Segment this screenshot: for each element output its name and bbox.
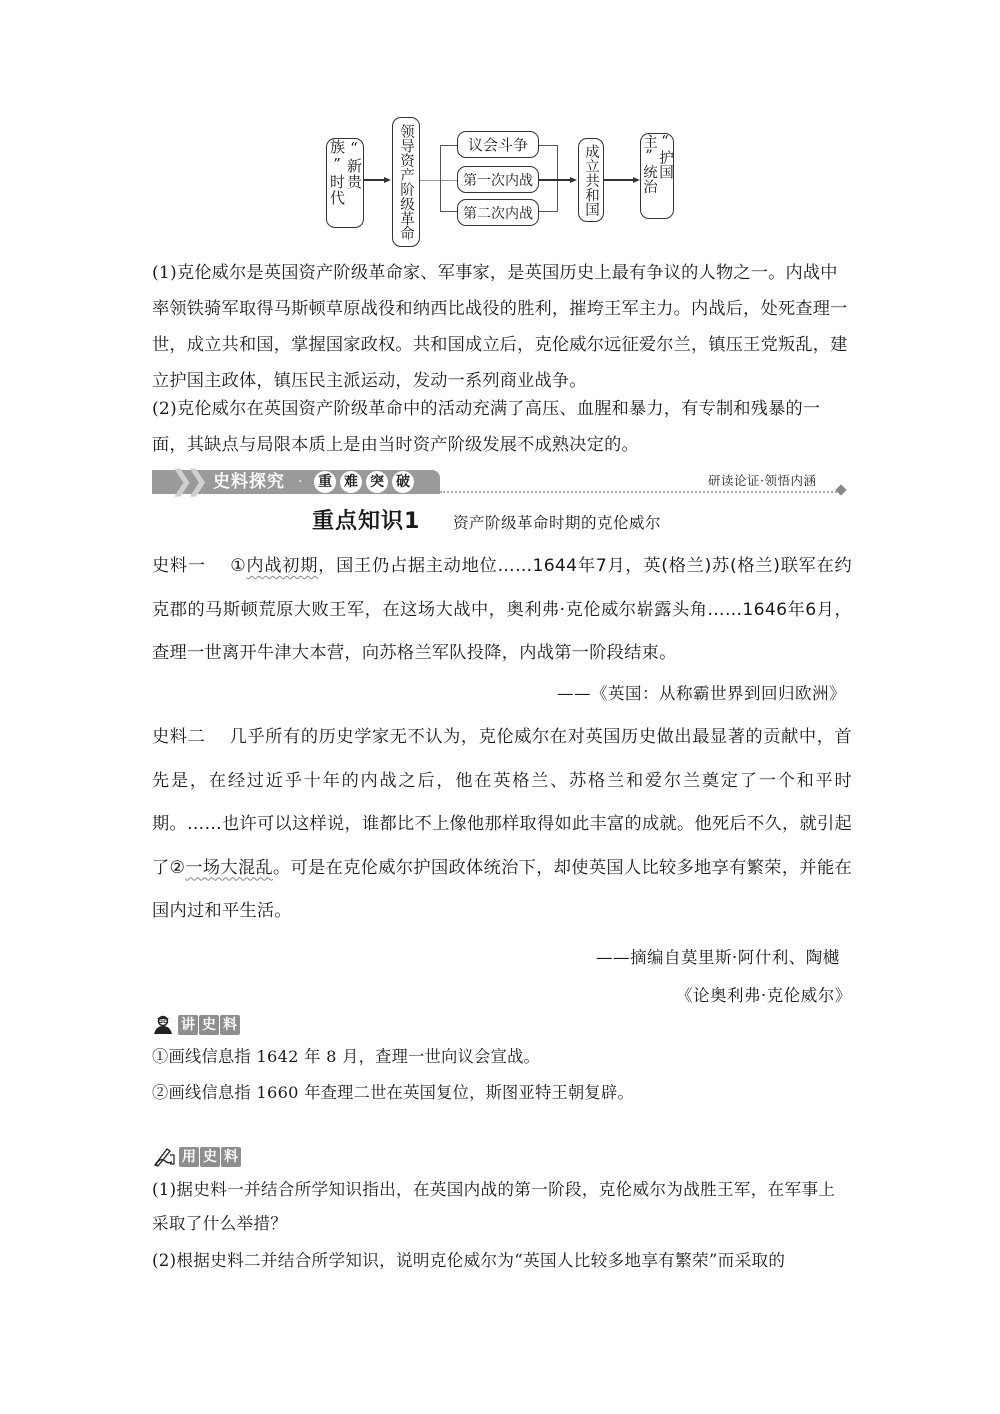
source-1 [152, 545, 852, 676]
explain-note-2: ②画线信息指 1660 年查理二世在英国复位，斯图亚特王朝复辟。 [152, 1083, 634, 1102]
source-2-citation-line-1: ——摘编自莫里斯·阿什利、陶樾 [596, 948, 840, 967]
flow-node-second-civil-war [457, 199, 539, 226]
circled-char: 重 [314, 471, 336, 493]
arrow-icon [570, 177, 577, 183]
explain-note-1: ①画线信息指 1642 年 8 月，查理一世向议会宣战。 [152, 1047, 541, 1066]
circled-char: 难 [340, 471, 362, 493]
flow-node-label: “新贵族”时代 [328, 139, 363, 206]
source-2 [152, 716, 852, 934]
connector [440, 211, 458, 212]
source-text: 几乎所有的历史学家无不认为，克伦威尔在对英国历史做出最显著的贡献中，首先是，在经过近乎十年的内战之后，他在英格兰、苏格兰和爱尔兰奠定了一个和平时期。……也许可以这样说，谁都比不上像他那样取得如此丰富的成就。他死后不久，就引起了 [152, 727, 852, 878]
tag-char: 史 [200, 1147, 220, 1167]
diamond-icon [835, 484, 846, 495]
source-label: 史料二 [152, 727, 206, 747]
connector [539, 179, 570, 181]
flow-node-label: “护国主”统治 [641, 134, 673, 194]
tag-char: 讲 [178, 1015, 198, 1035]
source-text: ，国王仍占据主动地位……1644年7月，英(格兰)苏(格兰)联军在约克郡的马斯顿荒原大败王军，在这场大战中，奥利弗·克伦威尔崭露头角……1646年6月，查理一世离开牛津大本营，向苏格兰军队投降，内战第一阶段结束。 [152, 556, 853, 663]
summary-paragraph-1: (1)克伦威尔是英国资产阶级革命家、军事家，是英国历史上最有争议的人物之一。内战中率领铁骑军取得马斯顿草原战役和纳西比战役的胜利，摧垮王军主力。内战后，处死查理一世，成立共和国，掌握国家政权。共和国成立后，克伦威尔远征爱尔兰，镇压王党叛乱，建立护国主政体，镇压民主派运动，发动一系列商业战争。 [152, 263, 848, 391]
section-banner-title: 史料探究 [213, 472, 285, 492]
connector [604, 179, 633, 181]
connector [539, 145, 557, 146]
explain-heading [153, 1015, 241, 1035]
tag-char: 料 [221, 1147, 241, 1167]
underlined-phrase: 一场大混乱 [185, 857, 274, 878]
annotation-marker: ② [169, 857, 186, 878]
divider [440, 491, 840, 493]
key-point-title: 重点知识1 [312, 509, 421, 534]
section-banner-tagline: 研读论证·领悟内涵 [708, 473, 817, 488]
flow-node-label: 第二次内战 [463, 205, 533, 222]
flow-node-new-nobility [326, 138, 364, 228]
pen-writing-icon [153, 1147, 177, 1167]
arrow-icon [384, 177, 391, 183]
question-2: (2)根据史料二并结合所学知识，说明克伦威尔为“英国人比较多地享有繁荣”而采取的 [152, 1251, 786, 1270]
key-point-subtitle: 资产阶级革命时期的克伦威尔 [453, 514, 662, 532]
flow-node-protectorate [640, 133, 674, 219]
flow-node-parliament-struggle [457, 131, 539, 158]
flow-node-label: 领导资产阶级革命 [398, 124, 414, 240]
double-chevron-icon: ❯❯ [170, 464, 201, 497]
flow-node-label: 议会斗争 [467, 136, 528, 154]
tag-char: 史 [199, 1015, 219, 1035]
summary-paragraph-2: (2)克伦威尔在英国资产阶级革命中的活动充满了高压、血腥和暴力，有专制和残暴的一面，其缺点与局限本质上是由当时资产阶级发展不成熟决定的。 [152, 399, 821, 455]
flow-node-label: 第一次内战 [463, 172, 533, 189]
source-1-citation: ——《英国：从称霸世界到回归欧洲》 [557, 684, 846, 703]
flow-node-first-civil-war [457, 166, 539, 193]
arrow-icon [633, 177, 640, 183]
circled-char: 突 [366, 471, 388, 493]
connector [364, 179, 384, 181]
flow-node-label: 成立共和国 [583, 143, 599, 217]
connector [440, 145, 458, 146]
source-2-citation-line-2: 《论奥利弗·克伦威尔》 [676, 986, 852, 1005]
question-1: (1)据史料一并结合所学知识指出，在英国内战的第一阶段，克伦威尔为战胜王军，在军事上采取了什么举措？ [152, 1180, 836, 1233]
source-text-end: 。可是在克伦威尔护国政体统治下，却使英国人比较多地享有繁荣，并能在国内过和平生活。 [152, 857, 852, 921]
section-banner-separator: · [298, 474, 303, 490]
tag-char: 料 [220, 1015, 240, 1035]
source-label: 史料一 [152, 556, 206, 576]
connector [420, 180, 458, 181]
tag-char: 用 [179, 1147, 199, 1167]
annotation-marker: ① [229, 556, 247, 576]
flow-node-lead-revolution [392, 117, 420, 247]
apply-heading [153, 1147, 242, 1167]
connector [539, 211, 557, 212]
underlined-phrase: 内战初期 [246, 556, 319, 576]
connector [440, 145, 441, 212]
flow-node-republic [578, 138, 604, 222]
circled-char: 破 [392, 471, 414, 493]
teacher-icon [153, 1015, 173, 1035]
